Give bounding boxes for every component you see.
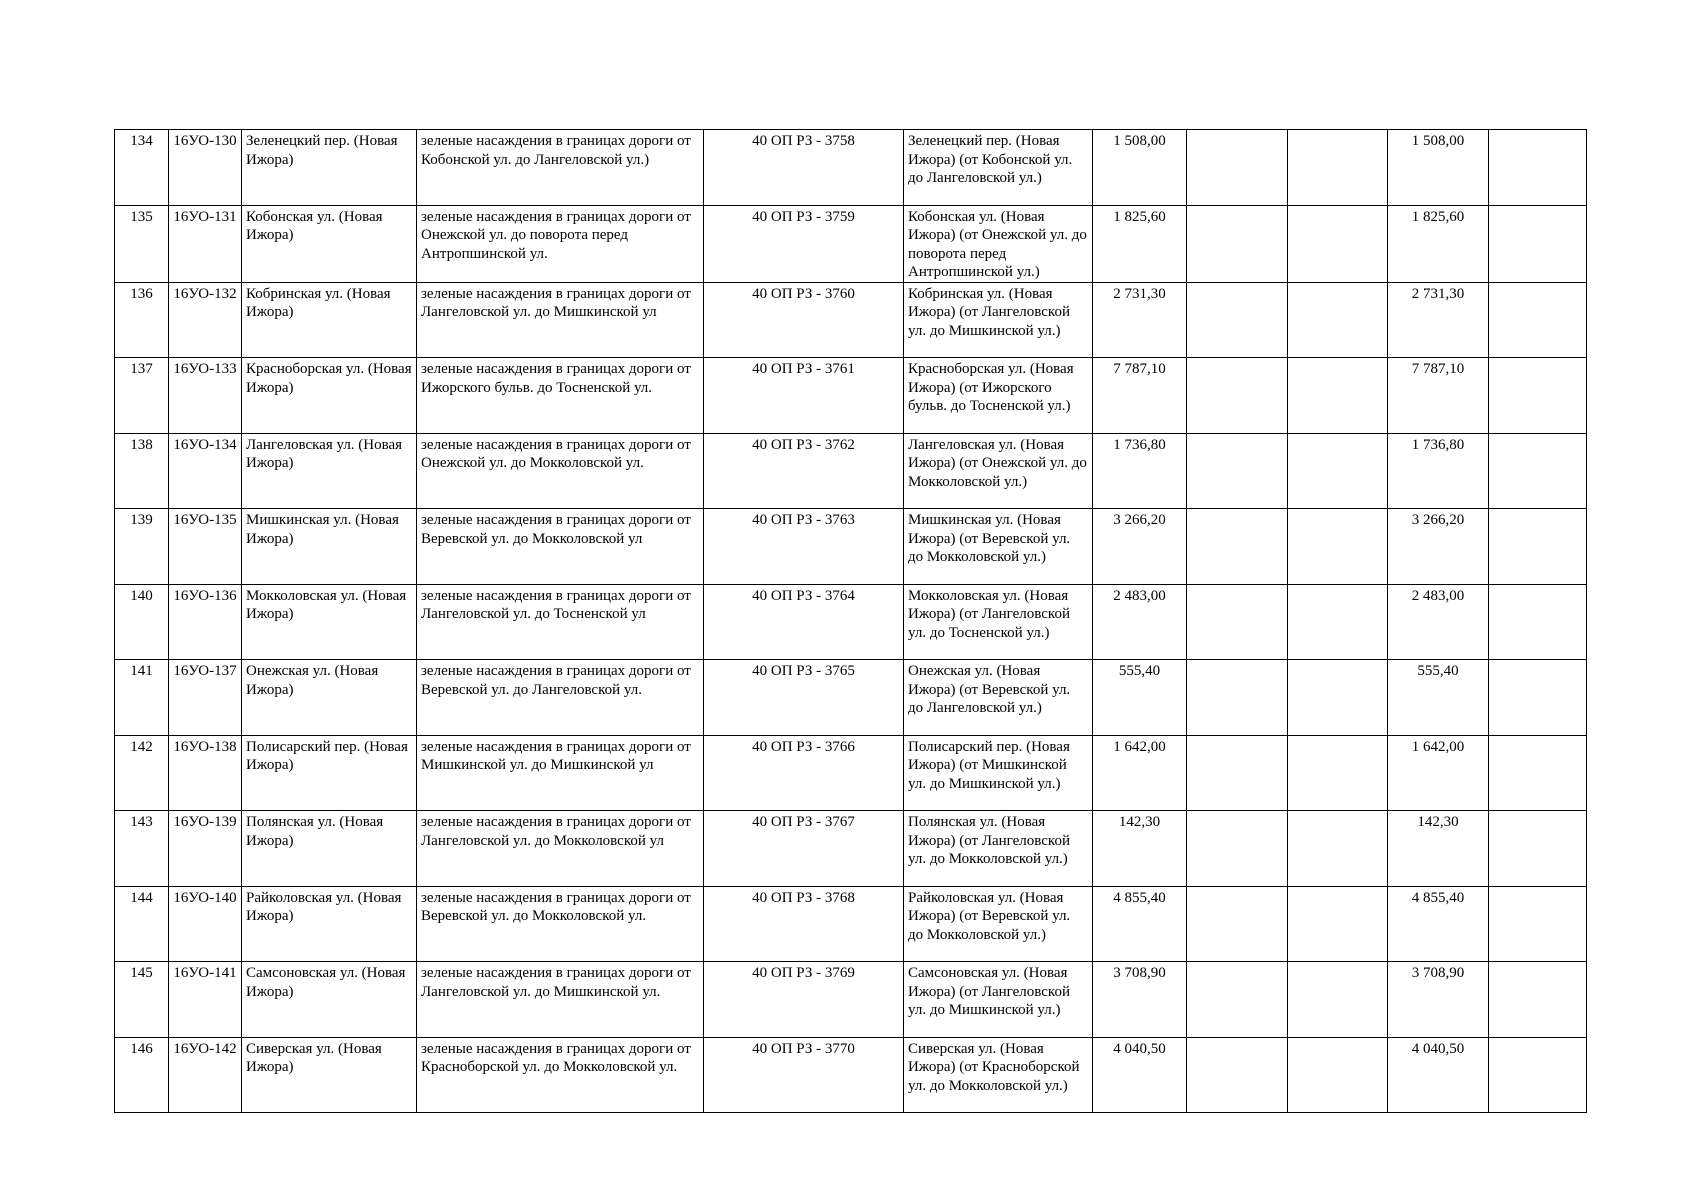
street-name-cell: Онежская ул. (Новая Ижора) (242, 660, 417, 736)
row-number-cell: 134 (115, 130, 169, 206)
empty-cell (1489, 886, 1587, 962)
empty-cell (1288, 811, 1388, 887)
road-name-cell: Онежская ул. (Новая Ижора) (от Веревской ул. до Лангеловской ул.) (904, 660, 1093, 736)
object-code-cell: 16УО-133 (169, 358, 242, 434)
area-value-cell: 7 787,10 (1093, 358, 1187, 434)
empty-cell (1187, 1037, 1288, 1113)
total-value-cell: 142,30 (1388, 811, 1489, 887)
object-code-cell: 16УО-139 (169, 811, 242, 887)
table-row (115, 735, 1587, 811)
empty-cell (1187, 130, 1288, 206)
registry-number-cell: 40 ОП РЗ - 3763 (704, 509, 904, 585)
total-value-cell: 4 855,40 (1388, 886, 1489, 962)
description-cell: зеленые насаждения в границах дороги от Веревской ул. до Мокколовской ул. (417, 886, 704, 962)
registry-number-cell: 40 ОП РЗ - 3764 (704, 584, 904, 660)
street-name-cell: Полисарский пер. (Новая Ижора) (242, 735, 417, 811)
green-zones-table (114, 129, 1587, 1113)
empty-cell (1489, 735, 1587, 811)
empty-cell (1288, 1037, 1388, 1113)
table-row (115, 660, 1587, 736)
empty-cell (1187, 735, 1288, 811)
area-value-cell: 1 508,00 (1093, 130, 1187, 206)
registry-number-cell: 40 ОП РЗ - 3766 (704, 735, 904, 811)
total-value-cell: 2 731,30 (1388, 282, 1489, 358)
row-number-cell: 141 (115, 660, 169, 736)
empty-cell (1288, 282, 1388, 358)
road-name-cell: Кобонская ул. (Новая Ижора) (от Онежской ул. до поворота перед Антропшинской ул.) (904, 205, 1093, 282)
empty-cell (1288, 358, 1388, 434)
registry-number-cell: 40 ОП РЗ - 3760 (704, 282, 904, 358)
empty-cell (1187, 433, 1288, 509)
row-number-cell: 139 (115, 509, 169, 585)
empty-cell (1187, 584, 1288, 660)
area-value-cell: 1 642,00 (1093, 735, 1187, 811)
description-cell: зеленые насаждения в границах дороги от Онежской ул. до поворота перед Антропшинской ул. (417, 205, 704, 282)
object-code-cell: 16УО-138 (169, 735, 242, 811)
row-number-cell: 143 (115, 811, 169, 887)
table-row (115, 886, 1587, 962)
object-code-cell: 16УО-140 (169, 886, 242, 962)
road-name-cell: Мишкинская ул. (Новая Ижора) (от Веревской ул. до Мокколовской ул.) (904, 509, 1093, 585)
object-code-cell: 16УО-132 (169, 282, 242, 358)
area-value-cell: 4 040,50 (1093, 1037, 1187, 1113)
table-body (115, 130, 1587, 1113)
empty-cell (1187, 358, 1288, 434)
empty-cell (1489, 660, 1587, 736)
total-value-cell: 4 040,50 (1388, 1037, 1489, 1113)
road-name-cell: Лангеловская ул. (Новая Ижора) (от Онежской ул. до Мокколовской ул.) (904, 433, 1093, 509)
table-row (115, 962, 1587, 1038)
object-code-cell: 16УО-142 (169, 1037, 242, 1113)
empty-cell (1489, 282, 1587, 358)
area-value-cell: 2 731,30 (1093, 282, 1187, 358)
area-value-cell: 1 736,80 (1093, 433, 1187, 509)
row-number-cell: 145 (115, 962, 169, 1038)
empty-cell (1489, 130, 1587, 206)
empty-cell (1489, 811, 1587, 887)
empty-cell (1288, 962, 1388, 1038)
object-code-cell: 16УО-130 (169, 130, 242, 206)
area-value-cell: 4 855,40 (1093, 886, 1187, 962)
table-row (115, 811, 1587, 887)
total-value-cell: 1 508,00 (1388, 130, 1489, 206)
description-cell: зеленые насаждения в границах дороги от Онежской ул. до Мокколовской ул. (417, 433, 704, 509)
road-name-cell: Мокколовская ул. (Новая Ижора) (от Лангеловской ул. до Тосненской ул.) (904, 584, 1093, 660)
empty-cell (1187, 509, 1288, 585)
object-code-cell: 16УО-131 (169, 205, 242, 282)
registry-number-cell: 40 ОП РЗ - 3770 (704, 1037, 904, 1113)
street-name-cell: Полянская ул. (Новая Ижора) (242, 811, 417, 887)
registry-number-cell: 40 ОП РЗ - 3767 (704, 811, 904, 887)
object-code-cell: 16УО-141 (169, 962, 242, 1038)
row-number-cell: 144 (115, 886, 169, 962)
row-number-cell: 135 (115, 205, 169, 282)
total-value-cell: 1 736,80 (1388, 433, 1489, 509)
registry-number-cell: 40 ОП РЗ - 3762 (704, 433, 904, 509)
description-cell: зеленые насаждения в границах дороги от Лангеловской ул. до Мишкинской ул. (417, 962, 704, 1038)
empty-cell (1489, 205, 1587, 282)
area-value-cell: 142,30 (1093, 811, 1187, 887)
street-name-cell: Кобонская ул. (Новая Ижора) (242, 205, 417, 282)
street-name-cell: Красноборская ул. (Новая Ижора) (242, 358, 417, 434)
table-row (115, 509, 1587, 585)
street-name-cell: Кобринская ул. (Новая Ижора) (242, 282, 417, 358)
road-name-cell: Зеленецкий пер. (Новая Ижора) (от Кобонской ул. до Лангеловской ул.) (904, 130, 1093, 206)
empty-cell (1187, 811, 1288, 887)
empty-cell (1288, 509, 1388, 585)
street-name-cell: Лангеловская ул. (Новая Ижора) (242, 433, 417, 509)
street-name-cell: Мокколовская ул. (Новая Ижора) (242, 584, 417, 660)
table-row (115, 433, 1587, 509)
row-number-cell: 146 (115, 1037, 169, 1113)
street-name-cell: Самсоновская ул. (Новая Ижора) (242, 962, 417, 1038)
street-name-cell: Зеленецкий пер. (Новая Ижора) (242, 130, 417, 206)
registry-number-cell: 40 ОП РЗ - 3761 (704, 358, 904, 434)
empty-cell (1288, 660, 1388, 736)
description-cell: зеленые насаждения в границах дороги от Ижорского бульв. до Тосненской ул. (417, 358, 704, 434)
street-name-cell: Сиверская ул. (Новая Ижора) (242, 1037, 417, 1113)
road-name-cell: Кобринская ул. (Новая Ижора) (от Лангеловской ул. до Мишкинской ул.) (904, 282, 1093, 358)
empty-cell (1288, 433, 1388, 509)
description-cell: зеленые насаждения в границах дороги от Веревской ул. до Мокколовской ул (417, 509, 704, 585)
registry-number-cell: 40 ОП РЗ - 3768 (704, 886, 904, 962)
total-value-cell: 555,40 (1388, 660, 1489, 736)
road-name-cell: Полянская ул. (Новая Ижора) (от Лангеловской ул. до Мокколовской ул.) (904, 811, 1093, 887)
row-number-cell: 138 (115, 433, 169, 509)
area-value-cell: 3 266,20 (1093, 509, 1187, 585)
empty-cell (1288, 584, 1388, 660)
table-row (115, 1037, 1587, 1113)
description-cell: зеленые насаждения в границах дороги от Кобонской ул. до Лангеловской ул.) (417, 130, 704, 206)
table-row (115, 205, 1587, 282)
empty-cell (1489, 509, 1587, 585)
total-value-cell: 1 642,00 (1388, 735, 1489, 811)
road-name-cell: Самсоновская ул. (Новая Ижора) (от Лангеловской ул. до Мишкинской ул.) (904, 962, 1093, 1038)
street-name-cell: Мишкинская ул. (Новая Ижора) (242, 509, 417, 585)
area-value-cell: 1 825,60 (1093, 205, 1187, 282)
total-value-cell: 7 787,10 (1388, 358, 1489, 434)
empty-cell (1489, 358, 1587, 434)
object-code-cell: 16УО-136 (169, 584, 242, 660)
empty-cell (1187, 660, 1288, 736)
row-number-cell: 137 (115, 358, 169, 434)
empty-cell (1489, 962, 1587, 1038)
empty-cell (1489, 433, 1587, 509)
description-cell: зеленые насаждения в границах дороги от Лангеловской ул. до Тосненской ул (417, 584, 704, 660)
empty-cell (1187, 205, 1288, 282)
description-cell: зеленые насаждения в границах дороги от Мишкинской ул. до Мишкинской ул (417, 735, 704, 811)
description-cell: зеленые насаждения в границах дороги от Веревской ул. до Лангеловской ул. (417, 660, 704, 736)
object-code-cell: 16УО-134 (169, 433, 242, 509)
description-cell: зеленые насаждения в границах дороги от Лангеловской ул. до Мокколовской ул (417, 811, 704, 887)
road-name-cell: Сиверская ул. (Новая Ижора) (от Красноборской ул. до Мокколовской ул.) (904, 1037, 1093, 1113)
table-row (115, 282, 1587, 358)
object-code-cell: 16УО-137 (169, 660, 242, 736)
empty-cell (1187, 282, 1288, 358)
table-row (115, 358, 1587, 434)
row-number-cell: 142 (115, 735, 169, 811)
total-value-cell: 3 266,20 (1388, 509, 1489, 585)
street-name-cell: Райколовская ул. (Новая Ижора) (242, 886, 417, 962)
area-value-cell: 555,40 (1093, 660, 1187, 736)
registry-number-cell: 40 ОП РЗ - 3758 (704, 130, 904, 206)
empty-cell (1288, 735, 1388, 811)
empty-cell (1489, 584, 1587, 660)
empty-cell (1187, 886, 1288, 962)
empty-cell (1288, 886, 1388, 962)
road-name-cell: Полисарский пер. (Новая Ижора) (от Мишкинской ул. до Мишкинской ул.) (904, 735, 1093, 811)
area-value-cell: 3 708,90 (1093, 962, 1187, 1038)
empty-cell (1288, 130, 1388, 206)
registry-number-cell: 40 ОП РЗ - 3765 (704, 660, 904, 736)
road-name-cell: Красноборская ул. (Новая Ижора) (от Ижорского бульв. до Тосненской ул.) (904, 358, 1093, 434)
object-code-cell: 16УО-135 (169, 509, 242, 585)
total-value-cell: 2 483,00 (1388, 584, 1489, 660)
road-name-cell: Райколовская ул. (Новая Ижора) (от Веревской ул. до Мокколовской ул.) (904, 886, 1093, 962)
empty-cell (1288, 205, 1388, 282)
row-number-cell: 136 (115, 282, 169, 358)
area-value-cell: 2 483,00 (1093, 584, 1187, 660)
table-row (115, 584, 1587, 660)
registry-number-cell: 40 ОП РЗ - 3769 (704, 962, 904, 1038)
total-value-cell: 3 708,90 (1388, 962, 1489, 1038)
table-row (115, 130, 1587, 206)
total-value-cell: 1 825,60 (1388, 205, 1489, 282)
description-cell: зеленые насаждения в границах дороги от Красноборской ул. до Мокколовской ул. (417, 1037, 704, 1113)
row-number-cell: 140 (115, 584, 169, 660)
empty-cell (1489, 1037, 1587, 1113)
empty-cell (1187, 962, 1288, 1038)
registry-number-cell: 40 ОП РЗ - 3759 (704, 205, 904, 282)
description-cell: зеленые насаждения в границах дороги от Лангеловской ул. до Мишкинской ул (417, 282, 704, 358)
